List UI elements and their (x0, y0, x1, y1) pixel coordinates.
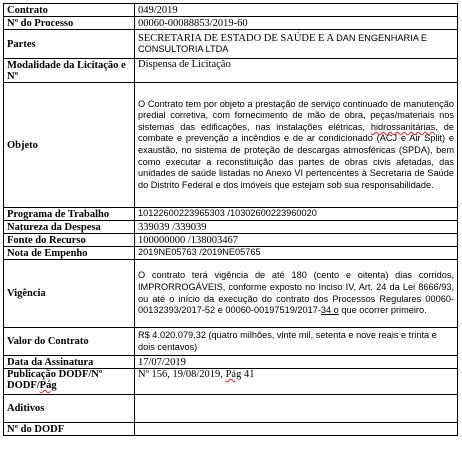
publicacao-label-a: Publicação DODF/Nº (7, 369, 103, 380)
value-modalidade: Dispensa de Licitação (135, 59, 458, 83)
value-empenho: 2019NE05763 /2019NE05765 (135, 247, 458, 260)
row-vigencia (4, 260, 458, 328)
value-aditivos (135, 395, 458, 423)
label-valor: Valor do Contrato (4, 328, 135, 356)
row-partes (4, 30, 458, 59)
row-empenho (4, 247, 458, 260)
value-ndodf (135, 423, 458, 436)
publicacao-label-pag: Pág (39, 380, 57, 391)
contract-summary-table (3, 3, 458, 436)
vigencia-text-2: que ocorrer primeiro. (338, 305, 427, 316)
publicacao-value-pag: Pág (225, 369, 242, 380)
label-objeto: Objeto (4, 83, 135, 208)
value-objeto (135, 83, 458, 208)
value-vigencia (135, 260, 458, 328)
row-assinatura (4, 356, 458, 369)
objeto-text-squiggle: hidrossanitárias (370, 121, 436, 132)
publicacao-value-2: 41 (241, 369, 255, 380)
value-assinatura: 17/07/2019 (135, 356, 458, 369)
label-contrato: Contrato (4, 4, 135, 17)
label-programa: Programa de Trabalho (4, 208, 135, 221)
label-vigencia: Vigência (4, 260, 135, 328)
value-programa: 10122600223965303 /10302600223960020 (135, 208, 458, 221)
row-natureza (4, 221, 458, 234)
row-publicacao (4, 369, 458, 395)
value-processo: 00060-00088853/2019-60 (135, 17, 458, 30)
row-ndodf (4, 423, 458, 436)
value-fonte: 100000000 /138003467 (135, 234, 458, 247)
label-fonte: Fonte do Recurso (4, 234, 135, 247)
objeto-text-1: O Contrato tem por objeto a prestação de serviço continuado de manutenção predial corretiva, com fornecimento de mão de obra, peças/materiais nos sistemas das edificações, nas instalações elétricas, (138, 98, 454, 132)
row-fonte (4, 234, 458, 247)
value-publicacao (135, 369, 458, 395)
label-processo: Nº do Processo (4, 17, 135, 30)
row-valor (4, 328, 458, 356)
row-aditivos (4, 395, 458, 423)
partes-part-2: DAN ENGENHARIA E CONSULTORIA LTDA (138, 33, 427, 54)
label-ndodf: Nº do DODF (4, 423, 135, 436)
label-modalidade: Modalidade da Licitação e Nº (4, 59, 135, 83)
label-natureza: Natureza da Despesa (4, 221, 135, 234)
value-natureza: 339039 /339039 (135, 221, 458, 234)
row-modalidade (4, 59, 458, 83)
row-objeto (4, 83, 458, 208)
label-publicacao (4, 369, 135, 395)
publicacao-value-1: Nº 156, 19/08/2019, (138, 369, 226, 380)
label-empenho: Nota de Empenho (4, 247, 135, 260)
objeto-text-2: , de combate e prevenção a incêndios e de ar condicionado (ACJ e Air Split) e exaustão, no sistema de proteção de descargas atmosféricas (SPDA), bem como executar a reconstituição das partes de obras civis afetadas, das unidades de saúde listadas no Anexo VI pertencentes à Secretaria de Saúde do Distrito Federal e dos imóveis que estejam sob sua responsabilidade. (138, 121, 455, 190)
label-partes: Partes (4, 30, 135, 59)
value-partes (135, 30, 458, 59)
row-programa (4, 208, 458, 221)
vigencia-text-underline: 34 o (320, 305, 339, 316)
publicacao-label-b: DODF/ (7, 380, 40, 391)
partes-part-1: SECRETARIA DE ESTADO DE SAÚDE E A (138, 33, 337, 44)
value-contrato: 049/2019 (135, 4, 458, 17)
label-aditivos: Aditivos (4, 395, 135, 423)
value-valor: R$ 4.020.079,32 (quatro milhões, vinte mil, setenta e nove reais e trinta e dois centavos) (135, 328, 458, 356)
vigencia-text-1: O contrato terá vigência de até 180 (cento e oitenta) dias corridos, IMPRORROGÁVEIS, conforme exposto no Inciso IV, Art. 24 da Lei 8666/93, ou até o início da execução do contrato dos Processos Regulares 00060-00132393/2017-52 e 00060-00197519/2017- (138, 270, 454, 316)
row-processo (4, 17, 458, 30)
row-contrato (4, 4, 458, 17)
label-assinatura: Data da Assinatura (4, 356, 135, 369)
